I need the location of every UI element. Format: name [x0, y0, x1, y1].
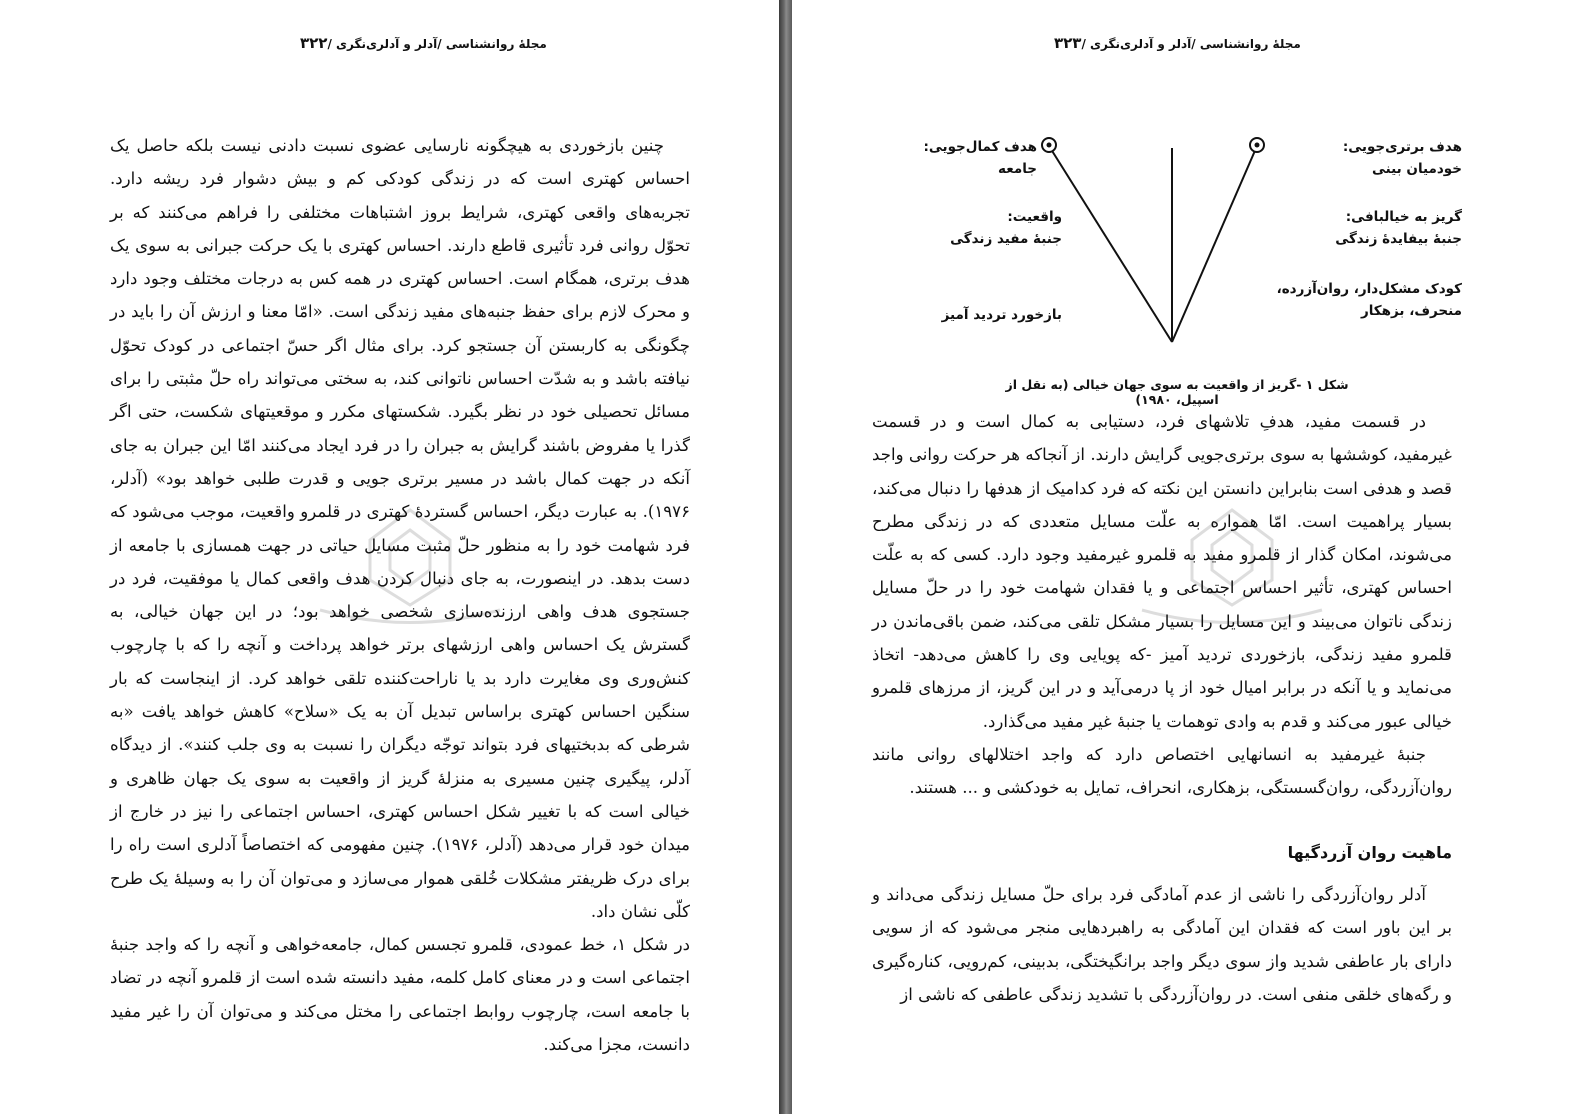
journal-title: مجلهٔ روانشناسی /آدلر و آدلری‌نگری / — [1081, 37, 1301, 51]
figure-1 — [923, 128, 1462, 378]
left-diagonal-line — [1049, 146, 1172, 342]
right-diagonal-line — [1172, 146, 1257, 342]
left-page — [0, 0, 780, 1114]
right-body-text-top — [872, 405, 1452, 805]
figure-label-hesitation: بازخورد تردید آمیز — [941, 307, 1062, 323]
right-page — [792, 0, 1591, 1114]
figure-label-fantasy: گریز به خیالبافی: جنبهٔ بیفایدهٔ زندگی — [1335, 209, 1462, 247]
left-body-text — [110, 129, 690, 1061]
page-header — [1054, 34, 1301, 52]
paragraph: در شکل ۱، خط عمودی، قلمرو تجسس کمال، جامعه‌خواهی و آنچه را که واجد جنبهٔ اجتماعی است و در معنای کامل کلمه، مفید دانسته شده است از قلمرو آنچه در تضاد با جامعه است، چارچوب روابط اجتماعی را مختل می‌کند و می‌توان آن را غیر مفید دانست، مجزا می‌کند. — [110, 935, 690, 1055]
figure-caption: شکل ۱ -گریز از واقعیت به سوی جهان خیالی (به نقل از اسپیل، ۱۹۸۰) — [1005, 377, 1349, 407]
section-heading: ماهیت روان آزردگیها — [1287, 843, 1452, 862]
page-number: ۳۲۲ — [300, 34, 328, 52]
paragraph: چنین بازخوردی به هیچگونه نارسایی عضوی نسبت دادنی نیست بلکه حاصل یک احساس کهتری است که در زندگی کودکی کم و بیش دشوار فرد ریشه دارد. تجربه‌های واقعی کهتری، شرایط بروز اشتباهات مختلفی را فراهم می‌کنند که بر تحوّل روانی فرد تأثیری قاطع دارند. احساس کهتری با یک حرکت جبرانی به سوی یک هدف برتری، همگام است. احساس کهتری در همه کس به درجات مختلف وجود دارد و محرک لازم برای حفظ جنبه‌های مفید زندگی است. «امّا معنا و ارزش آن را باید در چگونگی به کاربستن آن جستجو کرد. برای مثال اگر حسّ اجتماعی در کودک تحوّل نیافته باشد و به شدّت احساس ناتوانی کند، به سختی می‌تواند راه حلّ مثبتی را برای مسائل تحصیلی خود در نظر بگیرد. شکستهای مکرر و موقعیتهای شکست، حتی اگر گذرا یا مفروض باشند گرایش به جبران را در فرد ایجاد می‌کنند امّا این جبران به جای آنکه در جهت کمال باشد در مسیر برتری جویی و قدرت طلبی خواهد بود» (آدلر، ۱۹۷۶). به عبارت دیگر، احساس گستردهٔ کهتری در قلمرو واقعیت، موجب می‌شود که فرد شهامت خود را به منظور حلّ مثبت مسایل حیاتی در جهت همسازی با جامعه از دست بدهد. در اینصورت، به جای دنبال کردن هدف واقعی کمال یا موفقیت، فرد در جستجوی هدف واهی ارزنده‌سازی شخصی خواهد بود؛ در این جهان خیالی، به گسترش یک احساس واهی ارزشهای برتر خواهد پرداخت و آنچه را که با چارچوب کنش‌وری وی مغایرت دارد بد یا ناراحت‌کننده تلقی خواهد کرد. از اینجاست که بار سنگین احساس کهتری براساس تبدیل آن به یک «سلاح» کاهش خواهد یافت «به شرطی که بدبختیهای فرد بتواند توجّه دیگران را نسبت به وی جلب کنند». از دیدگاه آدلر، پیگیری چنین مسیری به منزلهٔ گریز از واقعیت به سوی یک جهان ظاهری و خیالی است که با تغییر شکل احساس کهتری، احساس اجتماعی را نیز در خارج از میدان خود قرار می‌دهد (آدلر، ۱۹۷۶). چنین مفهومی که اختصاصاً آدلری است راه را برای درک ظریفتر مشکلات خُلقی هموار می‌سازد و می‌توان آن را به وسیلهٔ یک طرح کلّی نشان داد. — [110, 136, 690, 921]
journal-title: مجلهٔ روانشناسی /آدلر و آدلری‌نگری / — [327, 37, 547, 51]
right-target-dot-icon — [1255, 143, 1260, 148]
right-body-text-bottom — [872, 878, 1452, 1011]
figure-label-perfection: هدف کمال‌جویی: جامعه — [923, 139, 1037, 177]
page-number: ۳۲۳ — [1054, 34, 1082, 52]
left-target-dot-icon — [1047, 143, 1052, 148]
paragraph: در قسمت مفید، هدفِ تلاشهای فرد، دستیابی به کمال است و در قسمت غیرمفید، کوششها به سوی برتری‌جویی گرایش دارند. از آنجاکه هر حرکت روانی واجد قصد و هدفی است بنابراین دانستن این نکته که فرد کدامیک از هدفها را دنبال می‌کند، بسیار پراهمیت است. امّا همواره به علّت مسایل متعددی که در زندگی مطرح می‌شوند، امکان گذار از قلمرو مفید به قلمرو غیرمفید وجود دارد. کسی که به علّت احساس کهتری، تأثیر احساس اجتماعی و یا فقدان شهامت خود را در حلّ مسایل زندگی ناتوان می‌بیند و این مسایل را بسیار مشکل تلقی می‌کند، ضمن باقی‌ماندن در قلمرو مفید زندگی، بازخوردی تردید آمیز -که پویایی وی را کاهش می‌دهد- اتخاذ می‌نماید و یا آنکه در برابر امیال خود از پا درمی‌آید و در این گریز، از مرزهای قلمرو خیالی عبور می‌کند و قدم به وادی توهمات یا جنبهٔ غیر مفید می‌گذارد. — [872, 412, 1452, 731]
figure-label-problem-child: کودک مشکل‌دار، روان‌آزرده، منحرف، بزهکار — [1276, 281, 1462, 319]
figure-label-superiority: هدف برتری‌جویی: خودمیان بینی — [1342, 139, 1462, 177]
book-spine — [779, 0, 792, 1114]
paragraph: آدلر روان‌آزردگی را ناشی از عدم آمادگی فرد برای حلّ مسایل زندگی می‌داند و بر این باور است که فقدان این آمادگی به راهبردهایی منجر می‌شود که از سویی دارای بار عاطفی شدید واز سوی دیگر واجد برانگیختگی، بدبینی، کم‌رویی، کناره‌گیری و رگه‌های خلقی منفی است. در روان‌آزردگی با تشدید زندگی عاطفی که ناشی از — [872, 885, 1452, 1004]
page-header — [300, 34, 547, 52]
paragraph: جنبهٔ غیرمفید به انسانهایی اختصاص دارد که واجد اختلالهای روانی مانند روان‌آزردگی، روان‌گسستگی، بزهکاری، انحراف، تمایل به خودکشی و ... هستند. — [872, 744, 1452, 798]
figure-label-reality: واقعیت: جنبهٔ مفید زندگی — [950, 209, 1062, 247]
